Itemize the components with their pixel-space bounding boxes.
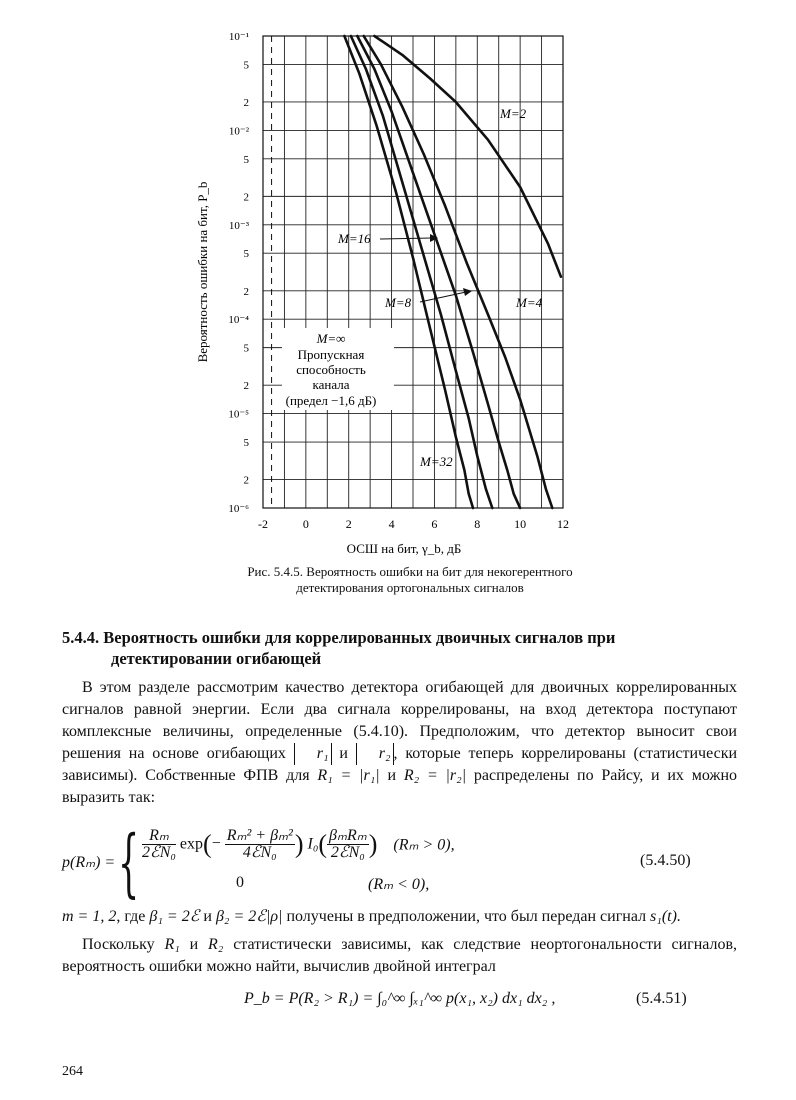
eq1-f3-num: βₘRₘ	[329, 827, 367, 844]
y-tick-label: 10⁻⁶	[228, 503, 249, 515]
para1-text-a: В этом разделе рассмотрим качество детектора огибающей для двоичных коррелированных сигналов равной энергии. Если два сигнала коррелированы, на вход детектора поступают комплексные величины, определенные (5.4.10). Предположим, что детектор выносит свои решения на основе огибающих	[62, 679, 737, 762]
paragraph-1	[62, 677, 737, 809]
eq1-lhs: p(Rₘ) =	[62, 854, 116, 871]
para1-text-b: , которые теперь коррелированы (статистически зависимы). Собственные ФПВ для	[62, 745, 738, 784]
x-axis-label: ОСШ на бит, γ_b, дБ	[346, 541, 462, 556]
section-heading	[62, 627, 762, 669]
capacity-line4: (предел −1,6 дБ)	[285, 393, 377, 408]
y-tick-label: 5	[243, 248, 249, 261]
caption-line2: детектирования ортогональных сигналов	[296, 580, 524, 595]
capacity-line2: способность	[296, 362, 366, 377]
eq1-frac3	[327, 828, 369, 861]
eq1-bessel: I₀	[307, 835, 319, 853]
x-tick-label: 10	[514, 517, 527, 531]
y-axis-label: Вероятность ошибки на бит, P_b	[195, 181, 210, 363]
heading-line1: 5.4.4. Вероятность ошибки для коррелированных двоичных сигналов при	[62, 628, 616, 647]
y-tick-label: 2	[243, 96, 249, 109]
paragraph-2	[62, 934, 737, 978]
x-tick-label: 2	[345, 517, 352, 531]
capacity-line3: канала	[312, 377, 350, 392]
figure-caption	[150, 564, 670, 596]
eq1-f2-den: 4ℰN₀	[242, 844, 277, 861]
label-m32: M=32	[420, 454, 453, 469]
eq1-f1-den: 2ℰN₀	[142, 844, 176, 861]
y-tick-label: 10⁻⁴	[228, 314, 249, 327]
para1-text-c: распределены по Райсу, и их можно выразить так:	[62, 767, 738, 806]
para1-and1: и	[339, 745, 348, 762]
R1-def: R₁ = |r₁|	[317, 767, 380, 784]
y-tick-label: 2	[243, 191, 249, 204]
x-tick-label: 6	[431, 517, 438, 531]
para2-text-a: Поскольку	[82, 936, 155, 953]
beta1: β₁ = 2ℰ	[149, 908, 200, 925]
eq2-expr: P_b = P(R₂ > R₁) = ∫₀^∞ ∫ₓ₁^∞ p(x₁, x₂) dx₁ dx₂ ,	[244, 990, 556, 1007]
y-tick-label: 2	[243, 380, 249, 393]
arrow-m8	[420, 292, 466, 302]
series-m8	[357, 36, 520, 508]
series-m2	[374, 36, 561, 277]
y-tick-label: 5	[243, 153, 249, 166]
x-tick-label: -2	[258, 517, 268, 531]
y-tick-label: 2	[243, 474, 249, 487]
eq1-exp: exp	[179, 835, 204, 853]
y-tick-label: 10⁻²	[228, 125, 249, 138]
y-tick-label: 10⁻³	[228, 219, 249, 232]
env-r2: r₂	[356, 743, 394, 765]
beta2: β₂ = 2ℰ|ρ|	[215, 908, 283, 925]
eq1-zero: 0	[236, 874, 244, 891]
x-tick-label: 12	[557, 517, 569, 531]
eq1-cond1: (Rₘ > 0),	[393, 836, 455, 854]
label-m8: M=8	[385, 295, 412, 310]
eq2-number: (5.4.51)	[636, 990, 687, 1007]
x-tick-label: 0	[302, 517, 309, 531]
eq1-case1: $\frac{\text{Rₘ}}{\text{2ℰN₀}}$ exp(− $\frac{\text{Rₘ² + βₘ²}}{\text{4ℰN₀}}$ ) I₀( $\frac{\text{βₘRₘ}}{\text{2ℰN₀}}$ ) (Rₘ > 0),	[142, 827, 455, 861]
arrow-m8-head	[463, 288, 472, 296]
arrow-m16	[380, 238, 432, 239]
x-tick-label: 8	[474, 517, 481, 531]
caption-line1: Рис. 5.4.5. Вероятность ошибки на бит для некогерентного	[247, 564, 573, 579]
eq1-frac2	[225, 828, 295, 861]
R2-def: R₂ = |r₂|	[403, 767, 467, 784]
signal-s1: s₁(t).	[650, 908, 681, 925]
after-and: и	[203, 908, 212, 925]
y-tick-label: 2	[243, 285, 249, 298]
para2-text-b: статистически зависимы, как следствие неортогональности сигналов, вероятность ошибки можно найти, вычислив двойной интеграл	[62, 936, 738, 975]
label-m4: M=4	[516, 295, 543, 310]
eq1-number: (5.4.50)	[640, 852, 691, 869]
heading-line2: детектировании огибающей	[111, 649, 322, 668]
y-tick-label: 5	[243, 342, 249, 355]
y-tick-label: 5	[243, 437, 249, 450]
para2-and: и	[189, 936, 199, 953]
y-tick-label: 10⁻⁵	[228, 408, 249, 421]
y-tick-labels	[228, 31, 249, 515]
page-number: 264	[62, 1064, 83, 1079]
para1-and2: и	[387, 767, 397, 784]
after-rest: получены в предположении, что был передан сигнал	[286, 908, 647, 925]
x-tick-label: 4	[388, 517, 395, 531]
para2-R2: R₂	[208, 936, 224, 953]
eq1-frac1	[142, 828, 176, 861]
eq1-f2-num: Rₘ² + βₘ²	[226, 827, 293, 844]
m-range: m = 1, 2	[62, 908, 117, 925]
para2-R1: R₁	[164, 936, 180, 953]
y-tick-label: 10⁻¹	[228, 31, 249, 43]
capacity-line1: Пропускная	[297, 347, 365, 362]
y-tick-label: 5	[243, 59, 249, 72]
eq1-brace: {	[118, 820, 140, 906]
env-r1: r₁	[294, 743, 332, 765]
label-m2: M=2	[500, 106, 527, 121]
series-m32	[344, 36, 473, 508]
eq1-cond2: (Rₘ < 0),	[368, 876, 430, 893]
chart-series	[344, 36, 561, 508]
eq1-f3-den: 2ℰN₀	[330, 844, 365, 861]
after-eq-line	[62, 906, 681, 926]
label-m16: M=16	[338, 231, 371, 246]
x-tick-labels	[258, 517, 569, 531]
label-minf: M=∞	[316, 331, 346, 346]
where-word: , где	[116, 908, 146, 925]
eq1-f1-num: Rₘ	[142, 828, 176, 845]
